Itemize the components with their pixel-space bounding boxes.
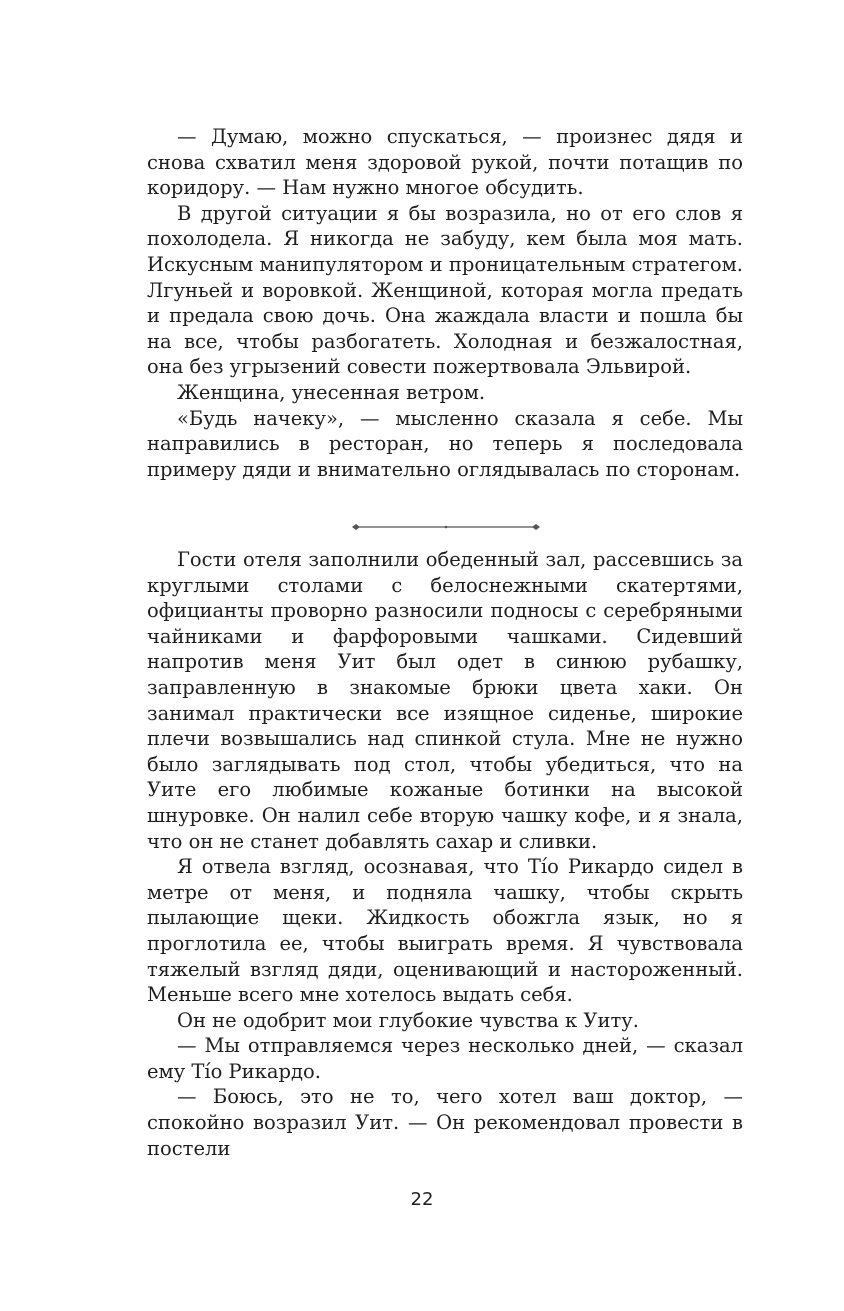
paragraph: Гости отеля заполнили обеденный зал, рассевшись за круглыми столами с белоснежными скатертями, официанты проворно разносили подносы с серебряными чайниками и фарфоровыми чашками. Сидевший напротив меня Уит был одет в синюю рубашку, заправленную в знакомые брюки цвета хаки. Он занимал практически все изящное сиденье, широкие плечи возвышались над спинкой стула. Мне не нужно было заглядывать под стол, чтобы убедиться, что на Уите его любимые кожаные ботинки на высокой шнуровке. Он налил себе вторую чашку кофе, и я знала, что он не станет добавлять сахар и сливки. — [147, 548, 743, 853]
paragraph: — Мы отправляемся через несколько дней, — сказал ему Tío Рикардо. — [147, 1034, 743, 1083]
paragraph: — Боюсь, это не то, чего хотел ваш доктор, — спокойно возразил Уит. — Он рекомендовал провести в постели — [147, 1085, 743, 1160]
paragraph: В другой ситуации я бы возразила, но от его слов я похолодела. Я никогда не забуду, кем была моя мать. Искусным манипулятором и проницательным стратегом. Лгуньей и воровкой. Женщиной, которая могла предать и предала свою дочь. Она жаждала власти и пошла бы на все, чтобы разбогатеть. Холодная и безжалостная, она без угрызений совести пожертвовала Эльвирой. — [147, 201, 743, 379]
paragraph: «Будь начеку», — мысленно сказала я себе. Мы направились в ресторан, но теперь я последовала примеру дяди и внимательно оглядывалась по сторонам. — [147, 406, 743, 481]
page-number: 22 — [410, 1189, 434, 1210]
text-section-1 — [147, 124, 743, 482]
paragraph: Женщина, унесенная ветром. — [177, 380, 486, 404]
paragraph: Я отвела взгляд, осознавая, что Tío Рикардо сидел в метре от меня, и подняла чашку, чтобы скрыть пылающие щеки. Жидкость обожгла язык, но я проглотила ее, чтобы выиграть время. Я чувствовала тяжелый взгляд дяди, оценивающий и настороженный. Меньше всего мне хотелось выдать себя. — [147, 855, 743, 1007]
section-divider — [352, 522, 540, 532]
paragraph: — Думаю, можно спускаться, — произнес дядя и снова схватил меня здоровой рукой, почти потащив по коридору. — Нам нужно многое обсудить. — [147, 125, 743, 200]
text-section-2 — [147, 547, 743, 1161]
paragraph: Он не одобрит мои глубокие чувства к Уиту. — [177, 1008, 639, 1032]
